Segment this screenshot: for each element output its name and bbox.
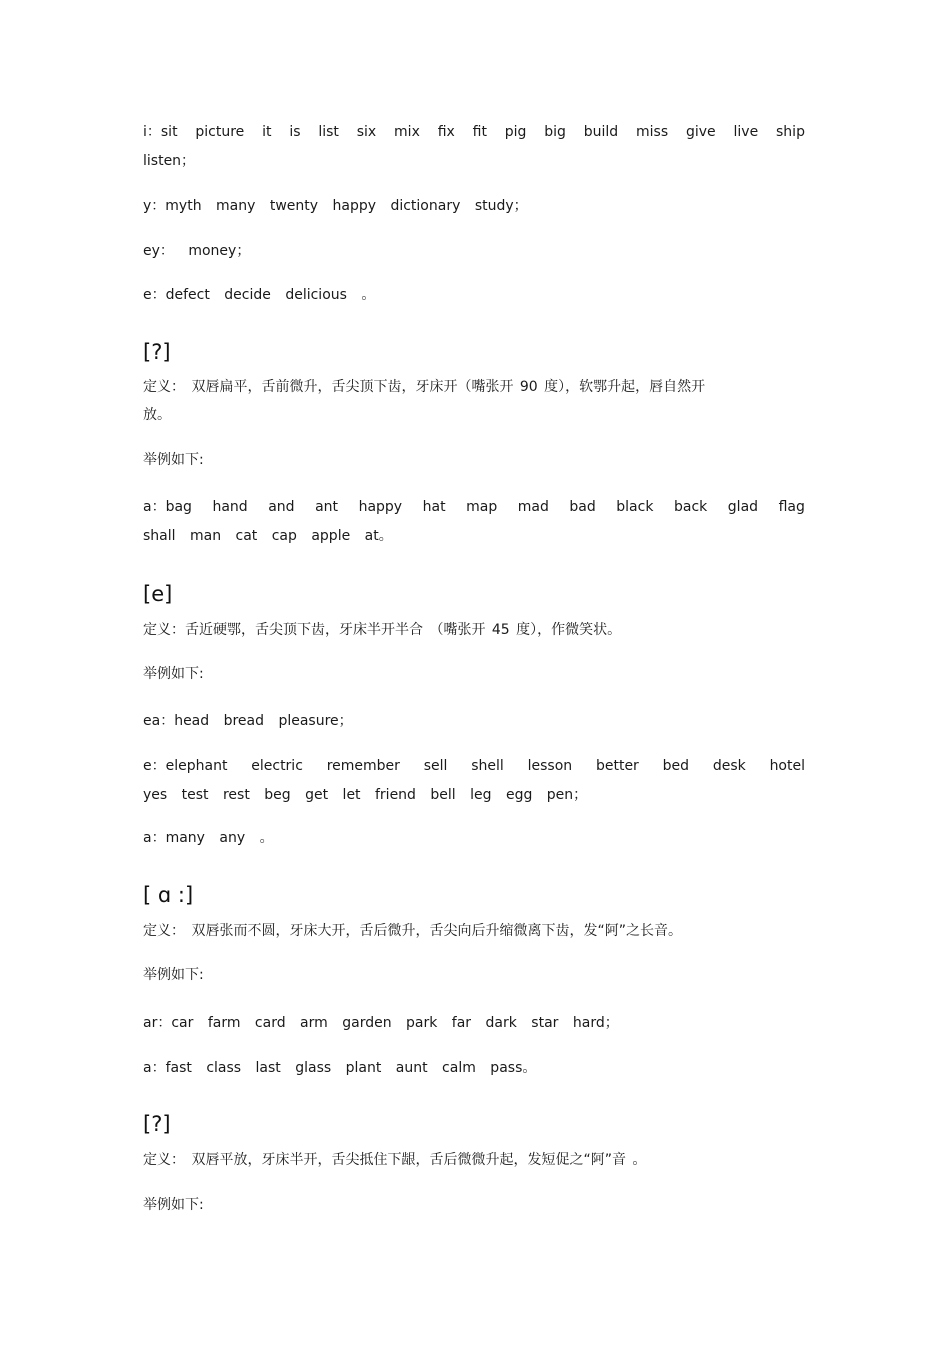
- examples-label: 举例如下:: [143, 1197, 204, 1213]
- word: desk: [712, 758, 746, 774]
- y-examples: y：myth many twenty happy dictionary study；: [143, 198, 528, 214]
- phoneme-heading: [?]: [143, 340, 171, 364]
- word: i：sit: [143, 124, 178, 140]
- word: map: [466, 499, 498, 515]
- word: give: [685, 124, 716, 140]
- word: big: [544, 124, 566, 140]
- word: sell: [423, 758, 448, 774]
- i-examples-line-2: listen；: [143, 153, 196, 169]
- a-examples-line-1: [143, 498, 805, 516]
- word: glad: [727, 499, 759, 515]
- word: pig: [504, 124, 527, 140]
- word: mix: [394, 124, 420, 140]
- word: hand: [212, 499, 248, 515]
- e-examples-line-1: [143, 757, 805, 775]
- word: fix: [437, 124, 455, 140]
- phoneme-heading: [ ɑ :]: [143, 883, 194, 907]
- a-examples-line-2: shall man cat cap apple at。: [143, 528, 393, 544]
- word: shell: [471, 758, 504, 774]
- word: hotel: [769, 758, 805, 774]
- examples-label: 举例如下:: [143, 452, 204, 468]
- word: e：elephant: [143, 758, 228, 774]
- ey-examples: ey： money；: [143, 243, 251, 259]
- word: picture: [195, 124, 245, 140]
- definition: 定义： 双唇平放，牙床半开，舌尖抵住下龈，舌后微微升起，发短促之“阿”音 。: [143, 1152, 647, 1168]
- a-examples: a：fast class last glass plant aunt calm pass。: [143, 1060, 537, 1076]
- a-examples: a：many any 。: [143, 830, 274, 846]
- e-examples-line-2: yes test rest beg get let friend bell leg egg pen；: [143, 787, 588, 803]
- definition-line-2: 放。: [143, 407, 171, 423]
- phoneme-heading: [?]: [143, 1112, 171, 1136]
- word: is: [289, 124, 301, 140]
- word: happy: [358, 499, 403, 515]
- word: remember: [326, 758, 400, 774]
- i-examples-line-1: [143, 123, 805, 141]
- definition: 定义：舌近硬鄂，舌尖顶下齿，牙床半开半合 （嘴张开 45 度），作微笑状。: [143, 622, 622, 638]
- word: and: [268, 499, 295, 515]
- word: miss: [636, 124, 669, 140]
- word: fit: [472, 124, 487, 140]
- word: bed: [662, 758, 690, 774]
- word: hat: [422, 499, 446, 515]
- word: list: [318, 124, 339, 140]
- word: it: [262, 124, 272, 140]
- definition: 定义： 双唇张而不圆，牙床大开，舌后微升，舌尖向后升缩微离下齿，发“阿”之长音。: [143, 923, 682, 939]
- word: live: [733, 124, 759, 140]
- word: lesson: [527, 758, 573, 774]
- word: flag: [778, 499, 805, 515]
- examples-label: 举例如下:: [143, 967, 204, 983]
- word: better: [595, 758, 639, 774]
- phoneme-heading: [e]: [143, 582, 173, 606]
- word: electric: [251, 758, 303, 774]
- word: a：bag: [143, 499, 192, 515]
- definition-line-1: 定义： 双唇扁平，舌前微升，舌尖顶下齿，牙床开（嘴张开 90 度），软鄂升起，唇自然开: [143, 379, 706, 395]
- examples-label: 举例如下:: [143, 666, 204, 682]
- word: black: [616, 499, 654, 515]
- ar-examples: ar：car farm card arm garden park far dark star hard；: [143, 1015, 619, 1031]
- word: bad: [569, 499, 596, 515]
- e-examples: e：defect decide delicious 。: [143, 287, 376, 303]
- word: ship: [776, 124, 805, 140]
- word: build: [583, 124, 619, 140]
- word: mad: [517, 499, 549, 515]
- word: back: [673, 499, 708, 515]
- ea-examples: ea：head bread pleasure；: [143, 713, 353, 729]
- word: ant: [315, 499, 339, 515]
- word: six: [356, 124, 377, 140]
